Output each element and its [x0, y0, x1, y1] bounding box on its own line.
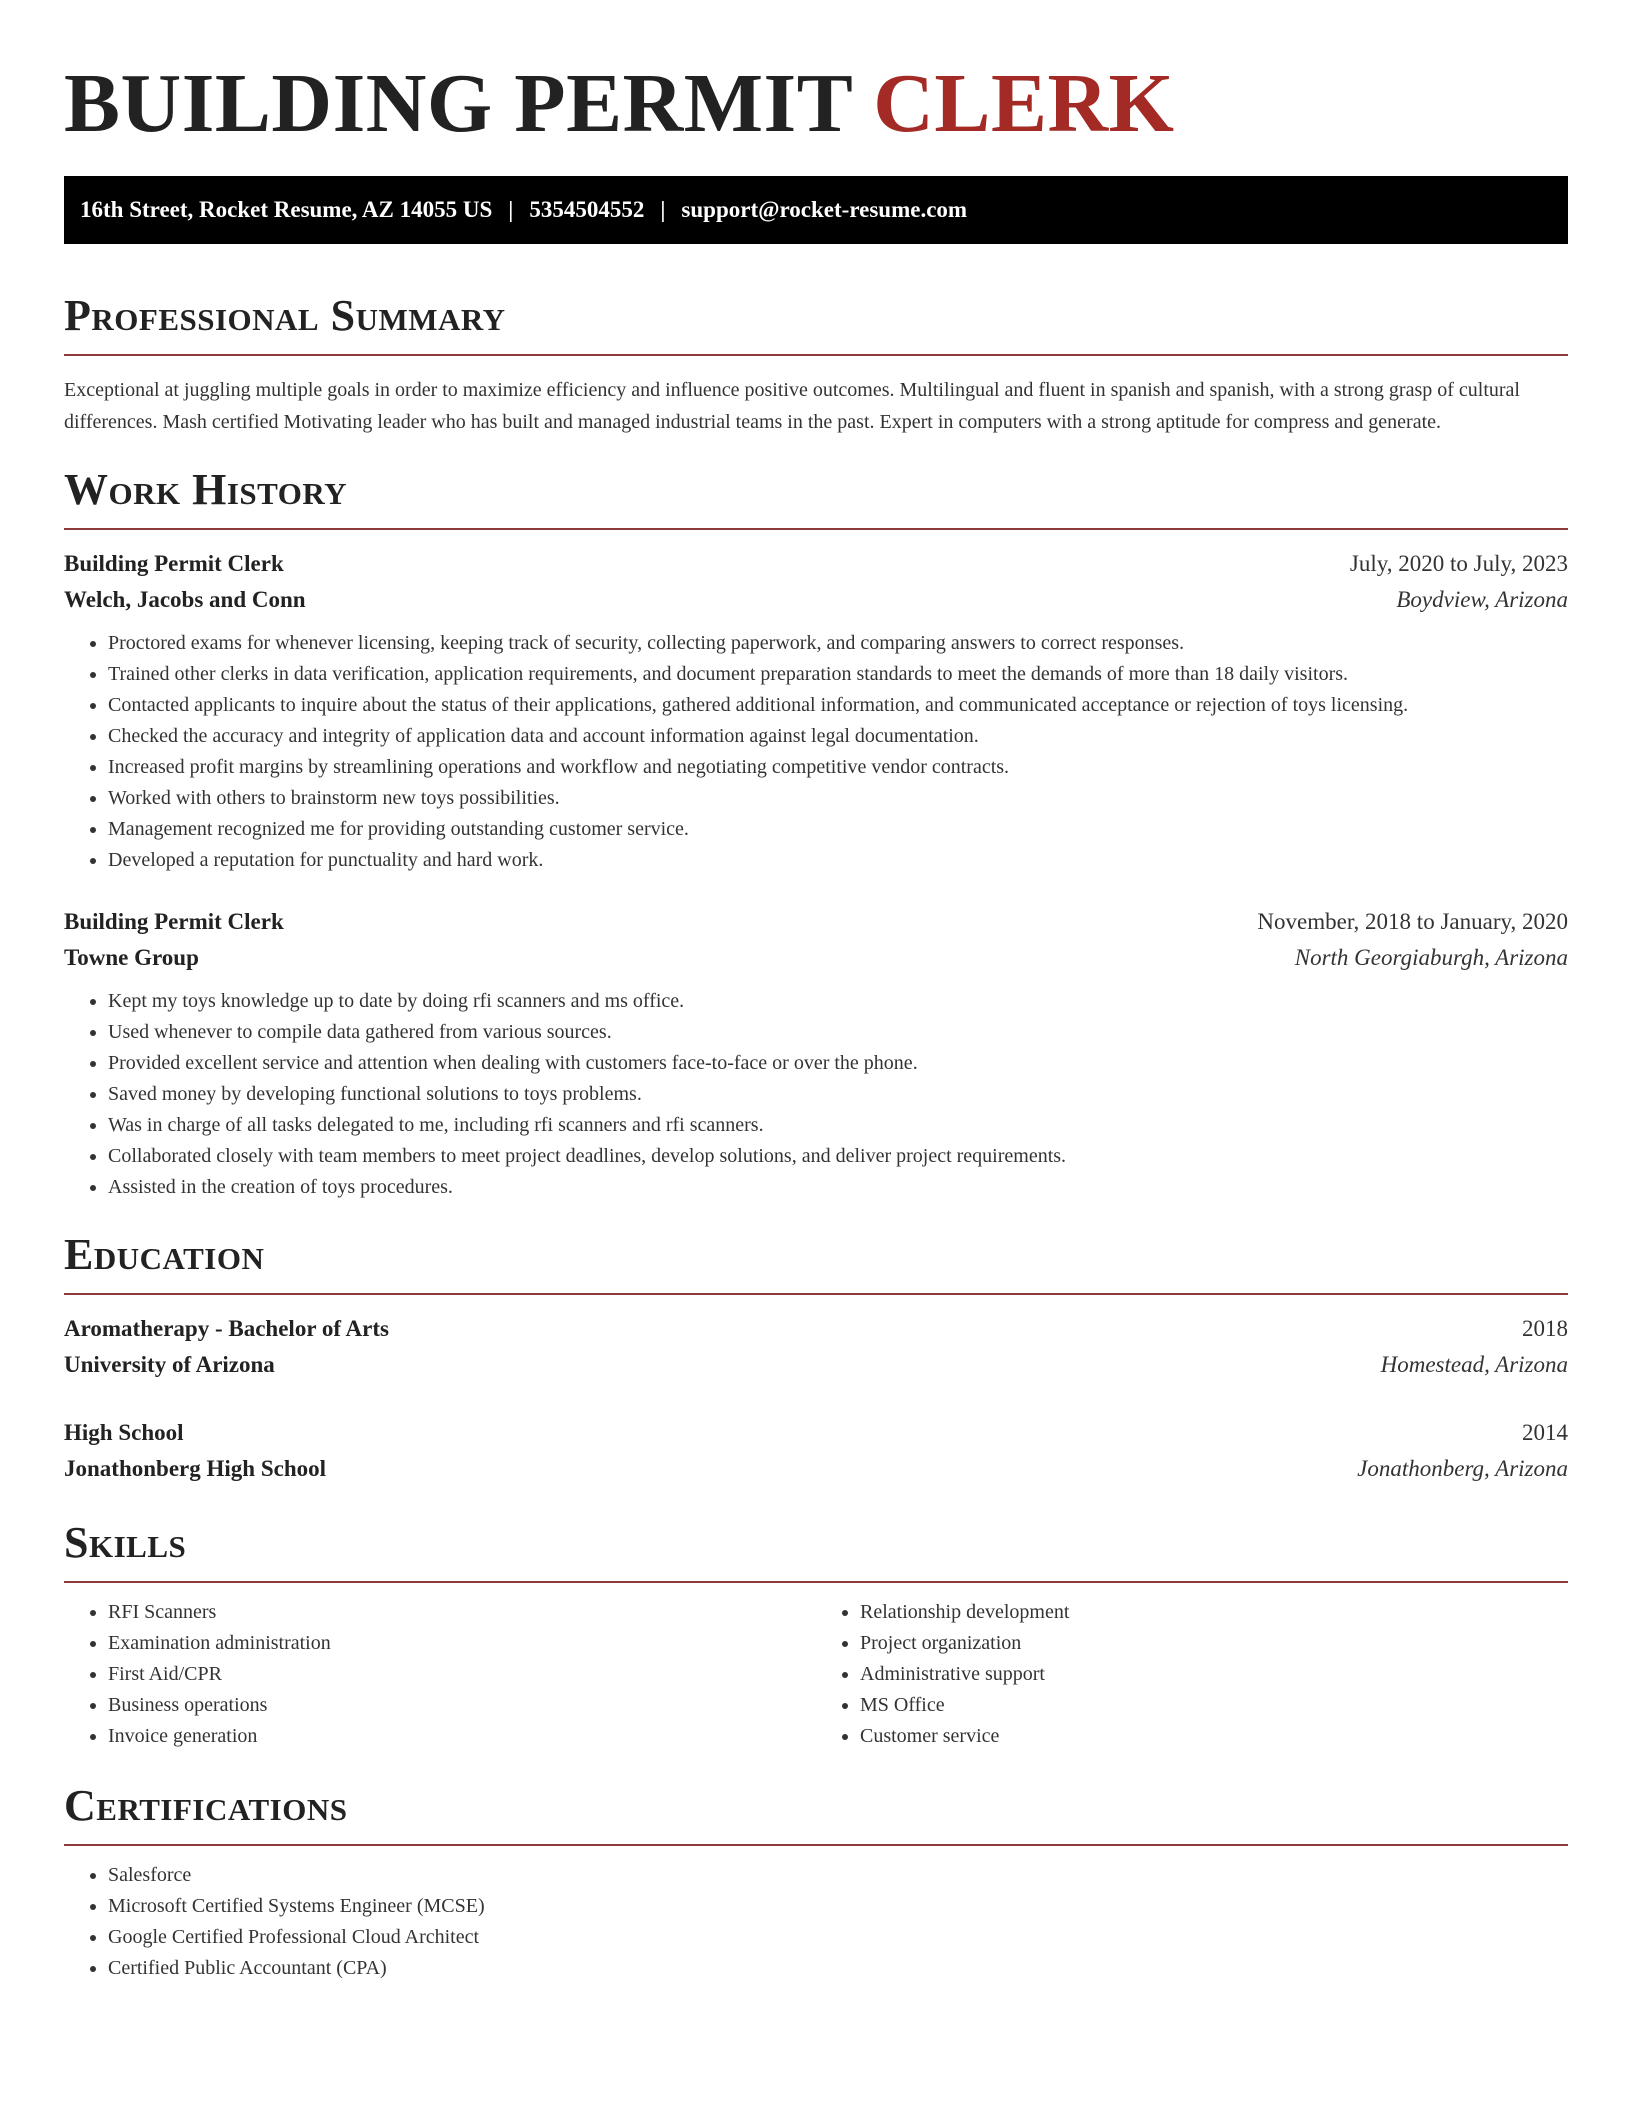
education-school-row	[64, 1451, 1568, 1487]
list-item: • Kept my toys knowledge up to date by doing rfi scanners and ms office.	[108, 986, 1568, 1017]
list-item: • Proctored exams for whenever licensing, keeping track of security, collecting paperwork, and comparing answers to correct responses.	[108, 628, 1568, 659]
list-item: • Checked the accuracy and integrity of application data and account information against legal documentation.	[108, 721, 1568, 752]
contact-separator: |	[508, 197, 514, 222]
job-bullets	[64, 628, 1568, 876]
job-entry	[64, 904, 1568, 1203]
list-item: • Collaborated closely with team members to meet project deadlines, develop solutions, and deliver project requirements.	[108, 1141, 1568, 1172]
education-year: 2018	[1522, 1316, 1568, 1341]
skill-item: • Administrative support	[860, 1659, 1568, 1690]
job-company: Welch, Jacobs and Conn	[64, 587, 306, 612]
education-location: Jonathonberg, Arizona	[1357, 1456, 1568, 1481]
list-item: • Saved money by developing functional solutions to toys problems.	[108, 1079, 1568, 1110]
job-company-row	[64, 582, 1568, 618]
job-header-row	[64, 546, 1568, 582]
skills-section	[64, 1517, 1568, 1752]
list-item: • Contacted applicants to inquire about the status of their applications, gathered additional information, and communicated acceptance or rejection of toys licensing.	[108, 690, 1568, 721]
contact-email: support@rocket-resume.com	[681, 197, 968, 222]
resume-name	[64, 0, 1568, 152]
education-entry	[64, 1415, 1568, 1487]
job-dates: July, 2020 to July, 2023	[1349, 551, 1568, 576]
contact-separator: |	[660, 197, 666, 222]
job-location: North Georgiaburgh, Arizona	[1294, 945, 1568, 970]
certification-item: • Certified Public Accountant (CPA)	[108, 1953, 1568, 1984]
name-main: BUILDING PERMIT	[64, 57, 852, 150]
skill-item: • Examination administration	[108, 1628, 816, 1659]
contact-bar	[64, 176, 1568, 244]
skill-item: • Invoice generation	[108, 1721, 816, 1752]
contact-address: 16th Street, Rocket Resume, AZ 14055 US	[80, 197, 493, 222]
skill-item: • First Aid/CPR	[108, 1659, 816, 1690]
contact-phone: 5354504552	[529, 197, 645, 222]
education-school-row	[64, 1347, 1568, 1383]
job-header-row	[64, 904, 1568, 940]
job-company: Towne Group	[64, 945, 199, 970]
list-item: • Developed a reputation for punctuality and hard work.	[108, 845, 1568, 876]
job-entry	[64, 546, 1568, 876]
certification-item: • Salesforce	[108, 1860, 1568, 1891]
skills-list-right	[816, 1597, 1568, 1752]
education-school: Jonathonberg High School	[64, 1456, 326, 1481]
job-location: Boydview, Arizona	[1396, 587, 1568, 612]
section-divider	[64, 528, 1568, 530]
list-item: • Provided excellent service and attention when dealing with customers face-to-face or over the phone.	[108, 1048, 1568, 1079]
list-item: • Assisted in the creation of toys procedures.	[108, 1172, 1568, 1203]
education-degree: Aromatherapy - Bachelor of Arts	[64, 1316, 389, 1341]
summary-text: Exceptional at juggling multiple goals in order to maximize efficiency and influence positive outcomes. Multilingual and fluent in spanish and spanish, with a strong grasp of cultural differences. Mash certified Motivating leader who has built and managed industrial teams in the past. Expert in computers with a strong aptitude for compress and generate.	[64, 379, 1520, 433]
education-section	[64, 1229, 1568, 1487]
section-title-certifications: Certifications	[64, 1781, 348, 1830]
section-title-work-history: Work History	[64, 465, 348, 514]
job-dates: November, 2018 to January, 2020	[1257, 909, 1568, 934]
skill-item: • MS Office	[860, 1690, 1568, 1721]
skills-list-left	[64, 1597, 816, 1752]
list-item: • Used whenever to compile data gathered from various sources.	[108, 1017, 1568, 1048]
education-school: University of Arizona	[64, 1352, 275, 1377]
section-title-summary: Professional Summary	[64, 291, 506, 340]
certification-item: • Google Certified Professional Cloud Architect	[108, 1922, 1568, 1953]
education-header-row	[64, 1311, 1568, 1347]
section-title-skills: Skills	[64, 1518, 187, 1567]
list-item: • Was in charge of all tasks delegated to me, including rfi scanners and rfi scanners.	[108, 1110, 1568, 1141]
certifications-list	[64, 1860, 1568, 1984]
section-divider	[64, 1844, 1568, 1846]
education-location: Homestead, Arizona	[1380, 1352, 1568, 1377]
list-item: • Management recognized me for providing outstanding customer service.	[108, 814, 1568, 845]
certification-item: • Microsoft Certified Systems Engineer (MCSE)	[108, 1891, 1568, 1922]
list-item: • Worked with others to brainstorm new toys possibilities.	[108, 783, 1568, 814]
skills-grid	[64, 1597, 1568, 1752]
education-year: 2014	[1522, 1420, 1568, 1445]
job-company-row	[64, 940, 1568, 976]
job-bullets	[64, 986, 1568, 1203]
job-title: Building Permit Clerk	[64, 909, 284, 934]
education-degree: High School	[64, 1420, 184, 1445]
section-title-education: Education	[64, 1230, 265, 1279]
list-item: • Increased profit margins by streamlining operations and workflow and negotiating competitive vendor contracts.	[108, 752, 1568, 783]
job-title: Building Permit Clerk	[64, 551, 284, 576]
section-divider	[64, 1581, 1568, 1583]
work-history-section	[64, 464, 1568, 1203]
summary-section	[64, 290, 1568, 438]
certifications-section	[64, 1780, 1568, 1984]
section-divider	[64, 1293, 1568, 1295]
education-entry	[64, 1311, 1568, 1383]
name-accent: CLERK	[873, 57, 1175, 150]
education-header-row	[64, 1415, 1568, 1451]
list-item: • Trained other clerks in data verification, application requirements, and document preparation standards to meet the demands of more than 18 daily visitors.	[108, 659, 1568, 690]
skill-item: • Relationship development	[860, 1597, 1568, 1628]
skill-item: • Business operations	[108, 1690, 816, 1721]
section-divider	[64, 354, 1568, 356]
skill-item: • RFI Scanners	[108, 1597, 816, 1628]
skill-item: • Customer service	[860, 1721, 1568, 1752]
skill-item: • Project organization	[860, 1628, 1568, 1659]
